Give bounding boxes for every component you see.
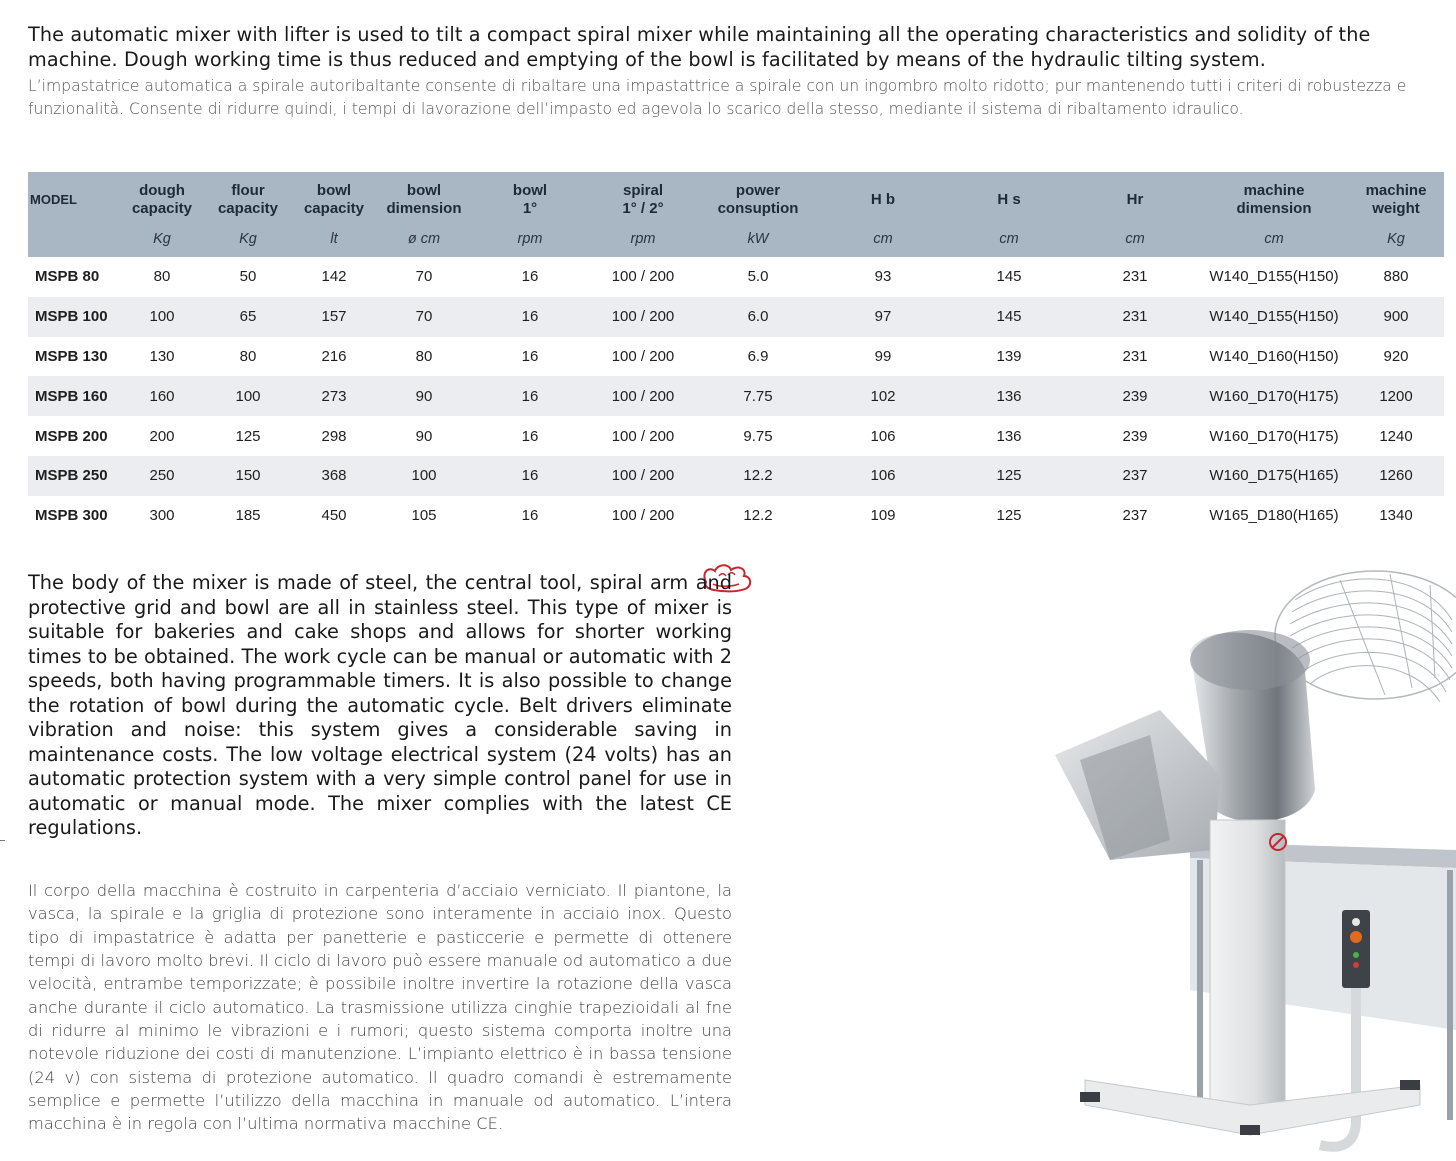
- column-header-line: capacity: [131, 200, 193, 217]
- table-cell: 150: [204, 456, 292, 496]
- table-cell: W140_D155(H150): [1209, 268, 1339, 286]
- table-cell: 139: [996, 347, 1022, 365]
- model-name-cell: MSPB 130: [35, 347, 108, 365]
- column-header-line: MODEL: [30, 192, 77, 207]
- table-cell: W160_D170(H175): [1200, 376, 1348, 416]
- table-cell: 16: [521, 427, 539, 445]
- column-header-line: dimension: [1236, 200, 1312, 217]
- unit-cell: kW: [698, 228, 818, 257]
- column-header-line: dimension: [386, 200, 462, 217]
- intro-italian: L’impastatrice automatica a spirale autoribaltante consente di ribaltare una impastattrice a spirale con un ingombro molto ridotto; pur mantenendo tutti i criteri di robustezza e funzionalità. Consente di ridurre quindi, i tempi di lavorazione dell’impasto ed agevola lo scarico della stesso, mediante il sistema di ribaltamento idraulico.: [28, 76, 1407, 119]
- table-cell: 100: [376, 456, 472, 496]
- column-header-line: flour: [231, 182, 265, 199]
- table-cell: 65: [204, 297, 292, 337]
- table-cell: 142: [321, 268, 347, 286]
- table-cell: 239: [1122, 427, 1148, 445]
- column-header-line: capacity: [303, 200, 365, 217]
- table-cell: W140_D160(H150): [1209, 347, 1339, 365]
- unit-cell: rpm: [472, 228, 588, 257]
- table-cell: 106: [870, 427, 896, 445]
- model-name-cell: MSPB 250: [28, 456, 120, 496]
- table-cell: 160: [120, 376, 204, 416]
- table-row: [28, 257, 1444, 297]
- table-cell: 920: [1383, 347, 1409, 365]
- intro-english: The automatic mixer with lifter is used to tilt a compact spiral mixer while maintaining all the operating characteristics and solidity of the machine. Dough working time is thus reduced and emptying of the bowl is facilitated by means of the hydraulic tilting system.: [28, 23, 1371, 72]
- unit-cell: cm: [1070, 228, 1200, 257]
- table-cell: 1240: [1379, 427, 1413, 445]
- table-cell: 125: [235, 427, 261, 445]
- table-cell: 450: [321, 507, 347, 525]
- table-row: [28, 337, 1444, 377]
- column-header-line: power: [735, 182, 781, 199]
- model-name-cell: MSPB 300: [35, 507, 108, 525]
- table-cell: 50: [239, 268, 257, 286]
- table-cell: 100 / 200: [588, 376, 698, 416]
- table-cell: 105: [411, 507, 437, 525]
- table-cell: 250: [120, 456, 204, 496]
- unit-cell: Kg: [1348, 228, 1444, 257]
- table-cell: 90: [376, 376, 472, 416]
- unit-cell: rpm: [588, 228, 698, 257]
- table-cell: 80: [153, 268, 171, 286]
- table-cell: 6.0: [698, 297, 818, 337]
- table-cell: 100: [120, 297, 204, 337]
- table-row: [28, 496, 1444, 536]
- table-cell: 80: [415, 347, 433, 365]
- table-cell: 237: [1070, 456, 1200, 496]
- table-cell: 9.75: [743, 427, 773, 445]
- spec-table-units-row: [28, 228, 1444, 257]
- column-header-line: Hr: [1126, 191, 1144, 208]
- table-row: [28, 416, 1444, 456]
- table-cell: 16: [521, 347, 539, 365]
- table-cell: W165_D180(H165): [1209, 507, 1339, 525]
- table-cell: 70: [376, 297, 472, 337]
- table-cell: 216: [321, 347, 347, 365]
- table-cell: 100 / 200: [611, 427, 675, 445]
- column-header: [472, 172, 588, 228]
- table-cell: 12.2: [698, 456, 818, 496]
- table-cell: 298: [321, 427, 347, 445]
- table-cell: 880: [1383, 268, 1409, 286]
- table-row: [28, 456, 1444, 496]
- table-cell: 300: [149, 507, 175, 525]
- model-name-cell: MSPB 80: [35, 268, 100, 286]
- column-header-line: spiral: [622, 182, 664, 199]
- table-cell: W160_D175(H165): [1200, 456, 1348, 496]
- column-header: [1200, 172, 1348, 228]
- table-cell: 145: [948, 297, 1070, 337]
- table-cell: 5.0: [747, 268, 769, 286]
- table-cell: 185: [235, 507, 261, 525]
- column-header-line: bowl: [406, 182, 442, 199]
- table-cell: 16: [521, 268, 539, 286]
- model-name-cell: MSPB 100: [28, 297, 120, 337]
- column-header: [818, 172, 948, 228]
- table-cell: 70: [415, 268, 433, 286]
- table-cell: 100 / 200: [588, 456, 698, 496]
- table-row: [28, 376, 1444, 416]
- table-cell: 239: [1070, 376, 1200, 416]
- table-cell: 16: [472, 456, 588, 496]
- table-cell: 16: [521, 507, 539, 525]
- column-header: [588, 172, 698, 228]
- column-header-line: H b: [870, 191, 896, 208]
- table-cell: 273: [292, 376, 376, 416]
- column-header: [204, 172, 292, 228]
- column-header-line: bowl: [512, 182, 548, 199]
- column-header-line: machine: [1243, 182, 1305, 199]
- unit-cell: Kg: [204, 228, 292, 257]
- table-cell: 231: [1122, 268, 1148, 286]
- unit-cell: ø cm: [376, 228, 472, 257]
- unit-cell: cm: [1200, 228, 1348, 257]
- table-cell: 97: [818, 297, 948, 337]
- table-cell: 106: [818, 456, 948, 496]
- column-header-line: H s: [997, 191, 1021, 208]
- table-cell: 125: [996, 507, 1022, 525]
- table-cell: 157: [292, 297, 376, 337]
- column-header: [948, 172, 1070, 228]
- column-header-line: weight: [1372, 200, 1420, 217]
- unit-cell: [28, 228, 120, 257]
- table-cell: 231: [1122, 347, 1148, 365]
- table-cell: 136: [948, 376, 1070, 416]
- column-header-line: 1° / 2°: [622, 200, 664, 217]
- table-cell: 1260: [1348, 456, 1444, 496]
- table-cell: 16: [472, 297, 588, 337]
- column-header-line: 1°: [522, 200, 538, 217]
- column-header-line: capacity: [217, 200, 279, 217]
- column-header: [1348, 172, 1444, 228]
- table-cell: 237: [1122, 507, 1148, 525]
- table-cell: 99: [874, 347, 892, 365]
- table-cell: 100: [204, 376, 292, 416]
- table-cell: 7.75: [698, 376, 818, 416]
- tilting-spiral-mixer-photo: [1040, 560, 1456, 1157]
- column-header: [698, 172, 818, 228]
- table-cell: 100 / 200: [611, 507, 675, 525]
- table-cell: 136: [996, 427, 1022, 445]
- description-english: The body of the mixer is made of steel, the central tool, spiral arm and protective grid and bowl are all in stainless steel. This type of mixer is suitable for bakeries and cake shops and allows for shorter working times to be obtained. The work cycle can be manual or automatic with 2 speeds, both having programmable timers. It is also possible to change the rotation of bowl during the automatic cycle. Belt drivers eliminate vibration and noise: this system gives a considerable saving in maintenance costs. The low voltage electrical system (24 volts) has an automatic protection system with a very simple control panel for use in automatic or manual mode. The mixer complies with the latest CE regulations.: [28, 571, 732, 839]
- column-header: [120, 172, 204, 228]
- column-header: [292, 172, 376, 228]
- column-header-line: machine: [1365, 182, 1427, 199]
- unit-cell: cm: [818, 228, 948, 257]
- column-header-line: dough: [139, 182, 185, 199]
- unit-cell: lt: [292, 228, 376, 257]
- unit-cell: cm: [948, 228, 1070, 257]
- model-name-cell: MSPB 160: [28, 376, 120, 416]
- table-row: [28, 297, 1444, 337]
- table-cell: 16: [472, 376, 588, 416]
- column-header-line: consuption: [717, 200, 799, 217]
- table-cell: 130: [149, 347, 175, 365]
- table-cell: 80: [239, 347, 257, 365]
- table-cell: 90: [415, 427, 433, 445]
- spec-table-body: [28, 257, 1444, 536]
- column-header: [376, 172, 472, 228]
- table-cell: 145: [996, 268, 1022, 286]
- spec-table-header-row: [28, 172, 1444, 228]
- table-cell: 900: [1348, 297, 1444, 337]
- table-cell: 1340: [1379, 507, 1413, 525]
- table-cell: 368: [292, 456, 376, 496]
- table-cell: 6.9: [747, 347, 769, 365]
- table-cell: 1200: [1348, 376, 1444, 416]
- table-cell: 231: [1070, 297, 1200, 337]
- spec-table: [28, 172, 1444, 536]
- table-cell: 93: [874, 268, 892, 286]
- table-cell: 100 / 200: [611, 347, 675, 365]
- column-header-line: bowl: [316, 182, 352, 199]
- margin-tick: [0, 840, 5, 841]
- table-cell: 100 / 200: [588, 297, 698, 337]
- table-cell: 12.2: [743, 507, 773, 525]
- table-cell: 109: [870, 507, 896, 525]
- table-cell: W140_D155(H150): [1200, 297, 1348, 337]
- column-header: [28, 172, 120, 228]
- table-cell: 200: [149, 427, 175, 445]
- table-cell: 100 / 200: [611, 268, 675, 286]
- model-name-cell: MSPB 200: [35, 427, 108, 445]
- column-header: [1070, 172, 1200, 228]
- unit-cell: Kg: [120, 228, 204, 257]
- table-cell: W160_D170(H175): [1209, 427, 1339, 445]
- description-italian: Il corpo della macchina è costruito in carpenteria d’acciaio verniciato. Il piantone, la vasca, la spirale e la griglia di protezione sono interamente in acciaio inox. Questo tipo di impastatrice è adatta per panetterie e pasticcerie e permette di ottenere tempi di lavoro molto brevi. Il ciclo di lavoro può essere manuale od automatico a due velocità, entrambe temporizzate; è possibile inoltre invertire la rotazione della vasca anche durante il ciclo automatico. La trasmissione utilizza cinghie trapezioidali al fne di ridurre al minimo le vibrazioni e i rumori; questo sistema comporta inoltre una notevole riduzione dei costi di manutenzione. L’impianto elettrico è in bassa tensione (24 v) con sistema di protezione automatico. Il quadro comandi è estremamente semplice e permette l’utilizzo della macchina in manuale od automatico. L’intera macchina è in regola con l’ultima normativa macchine CE.: [28, 881, 732, 1134]
- table-cell: 125: [948, 456, 1070, 496]
- table-cell: 102: [818, 376, 948, 416]
